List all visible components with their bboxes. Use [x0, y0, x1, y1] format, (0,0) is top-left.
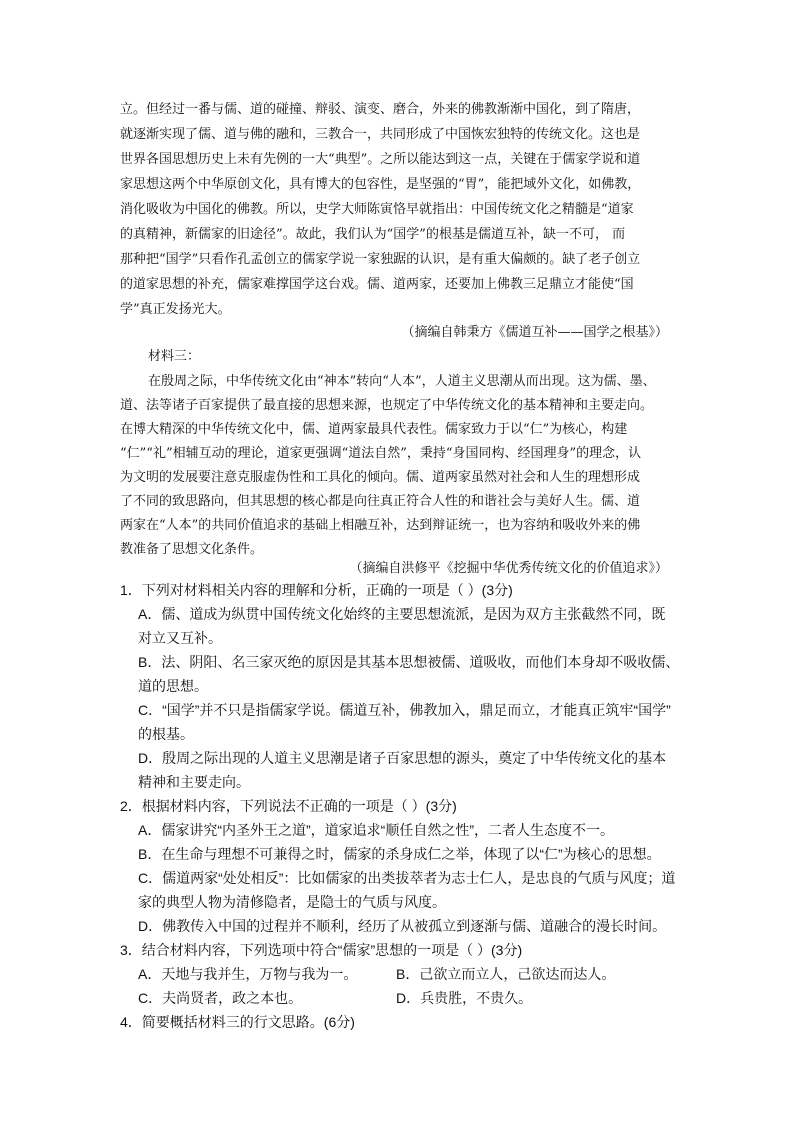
question-3-option-b: B．己欲立而立人，己欲达而达人。 [396, 966, 616, 982]
material3-line-7: 两家在“人本”的共同价值追求的基础上相融互补，达到辩证统一，也为容纳和吸收外来的佛 [120, 518, 641, 533]
question-2-option-a: A．儒家讲究“内圣外王之道”，道家追求“顺任自然之性”，二者人生态度不一。 [138, 822, 614, 838]
question-1-option-a: A．儒、道成为纵贯中国传统文化始终的主要思想流派，是因为双方主张截然不同，既 [138, 606, 666, 622]
material3-line-3: 在博大精深的中华传统文化中，儒、道两家最具代表性。儒家致力于以“仁”为核心，构建 [120, 422, 628, 437]
material3-source: （摘编自洪修平《挖掘中华优秀传统文化的价值追求》） [349, 561, 668, 576]
material2-line-6: 的真精神，新儒家的旧途径”。故此，我们认为“国学”的根基是儒道互补，缺一不可， 而 [120, 227, 626, 242]
material3-line-4: “仁”“礼”相辅互动的理论，道家更强调“道法自然”，秉持“身国同构、经国理身”的理念，认 [120, 446, 642, 461]
question-3-option-d: D．兵贵胜，不贵久。 [396, 990, 533, 1006]
material2-line-1: 立。但经过一番与儒、道的碰撞、辩驳、演变、磨合，外来的佛教渐渐中国化，到了隋唐， [120, 102, 641, 117]
material3-line-5: 为文明的发展要注意克服虚伪性和工具化的倾向。儒、道两家虽然对社会和人生的理想形成 [120, 470, 641, 485]
material3-line-2: 道、法等诸子百家提供了最直接的思想来源，也规定了中华传统文化的基本精神和主要走向。 [120, 398, 654, 413]
question-1-stem: 1．下列对材料相关内容的理解和分析，正确的一项是（ ）(3分) [120, 582, 513, 598]
material2-line-3: 世界各国思想历史上未有先例的一大“典型”。之所以能达到这一点，关键在于儒家学说和道 [120, 152, 641, 167]
material2-line-8: 的道家思想的补充，儒家难撑国学这台戏。儒、道两家，还要加上佛教三足鼎立才能使“国 [120, 277, 634, 292]
question-1-option-c-cont: 的根基。 [138, 726, 194, 742]
question-4-stem: 4．简要概括材料三的行文思路。(6分) [120, 1014, 355, 1030]
question-2-option-d: D．佛教传入中国的过程并不顺利，经历了从被孤立到逐渐与儒、道融合的漫长时间。 [138, 918, 667, 934]
material3-line-8: 教准备了思想文化条件。 [120, 542, 264, 557]
question-1-option-d-cont: 精神和主要走向。 [138, 774, 250, 790]
question-1-option-b-cont: 道的思想。 [138, 678, 208, 694]
question-2-option-b: B．在生命与理想不可兼得之时，儒家的杀身成仁之举，体现了以“仁”为核心的思想。 [138, 846, 661, 862]
question-1-option-d: D．殷周之际出现的人道主义思潮是诸子百家思想的源头，奠定了中华传统文化的基本 [138, 750, 667, 766]
material2-line-9: 学”真正发扬光大。 [120, 302, 231, 317]
question-3-option-c: C．夫尚贤者，政之本也。 [138, 990, 303, 1006]
material3-line-6: 了不同的致思路向，但其思想的核心都是向往真正符合人性的和谐社会与美好人生。儒、道 [120, 494, 641, 509]
material2-line-5: 消化吸收为中国化的佛教。所以，史学大师陈寅恪早就指出：中国传统文化之精髓是“道家 [120, 202, 634, 217]
question-3-option-a: A．天地与我并生，万物与我为一。 [138, 966, 358, 982]
question-1-option-c: C．“国学”并不只是指儒家学说。儒道互补，佛教加入，鼎足而立，才能真正筑牢“国学” [138, 702, 671, 718]
question-2-option-c-cont: 家的典型人物为清修隐者，是隐士的气质与风度。 [138, 894, 446, 910]
material2-line-4: 家思想这两个中华原创文化，具有博大的包容性，是坚强的“胃”，能把域外文化，如佛教， [120, 177, 641, 192]
material2-line-7: 那种把“国学”只看作孔孟创立的儒家学说一家独踞的认识，是有重大偏颇的。缺了老子创立 [120, 252, 641, 267]
question-1-option-b: B．法、阴阳、名三家灭绝的原因是其基本思想被儒、道吸收，而他们本身却不吸收儒、 [138, 654, 680, 670]
material3-line-1: 在殷周之际，中华传统文化由“神本”转向“人本”，人道主义思潮从而出现。这为儒、墨、 [148, 374, 656, 389]
question-3-stem: 3．结合材料内容，下列选项中符合“儒家”思想的一项是（ ）(3分) [120, 942, 523, 958]
question-1-option-a-cont: 对立又互补。 [138, 630, 222, 646]
question-2-stem: 2．根据材料内容，下列说法不正确的一项是（ ）(3分) [120, 798, 457, 814]
question-2-option-c: C．儒道两家“处处相反”：比如儒家的出类拔萃者为志士仁人，是忠良的气质与风度；道 [138, 870, 676, 886]
material3-title: 材料三： [148, 349, 201, 364]
material2-source: （摘编自韩秉方《儒道互补——国学之根基》） [401, 325, 668, 340]
material2-line-2: 就逐渐实现了儒、道与佛的融和，三教合一，共同形成了中国恢宏独特的传统文化。这也是 [120, 127, 641, 142]
